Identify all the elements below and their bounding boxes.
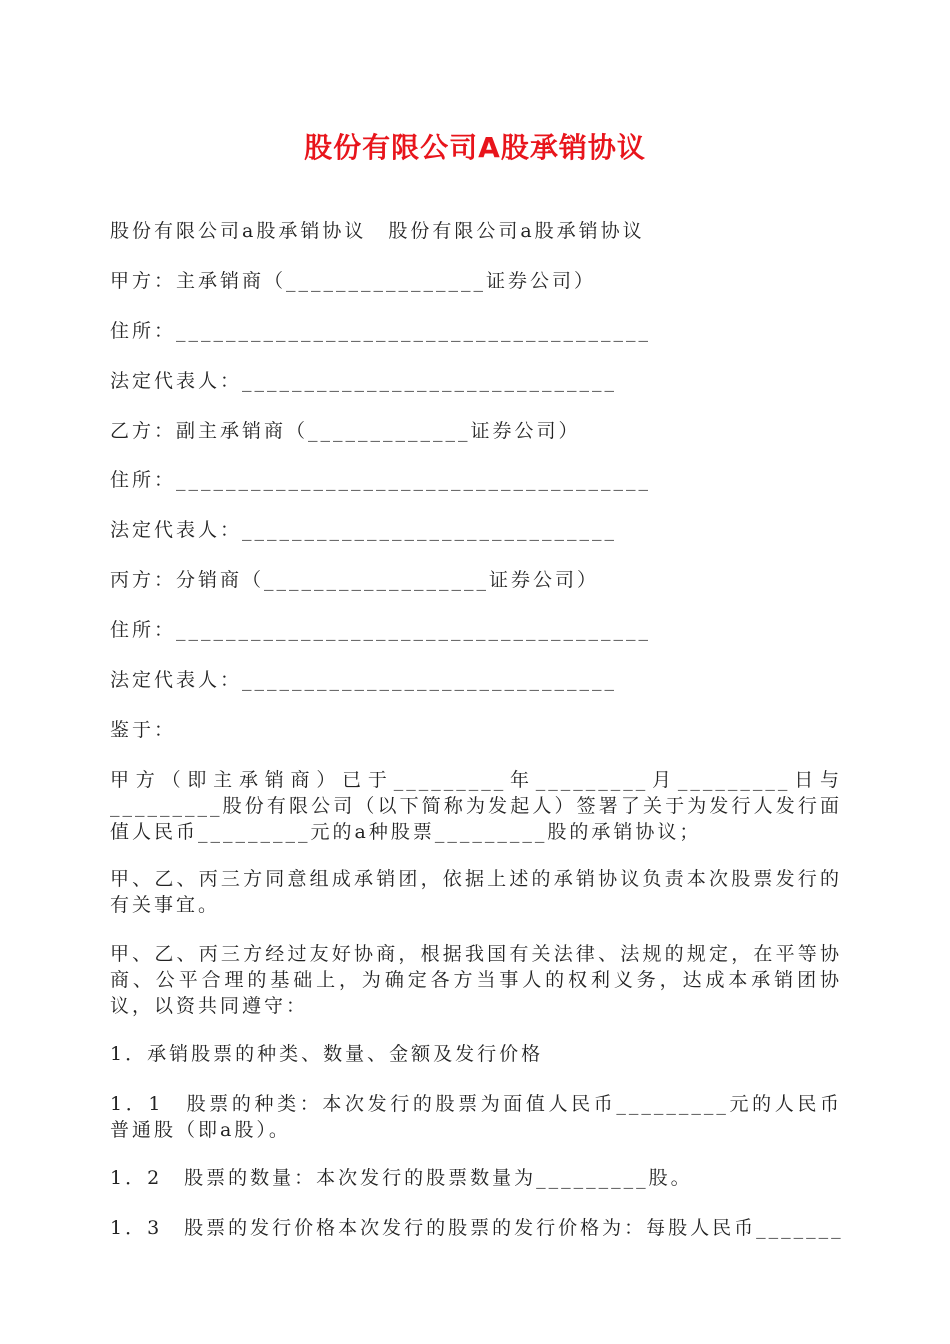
recital-paragraph-3: 甲、乙、丙三方经过友好协商，根据我国有关法律、法规的规定，在平等协商、公平合理的基础上，为确定各方当事人的权利义务，达成本承销团协议，以资共同遵守： [110, 943, 842, 1017]
whereas-heading: 鉴于： [110, 719, 177, 741]
document-title: 股份有限公司A股承销协议 [304, 131, 646, 164]
section-1-1: 1．1 股票的种类：本次发行的股票为面值人民币_________元的人民币普通股（即a股）。 [110, 1093, 842, 1141]
party-a-line: 甲方：主承销商（________________证券公司） [110, 270, 597, 292]
section-1-heading: 1．承销股票的种类、数量、金额及发行价格 [110, 1043, 544, 1065]
party-c-address: 住所：______________________________________ [110, 619, 652, 641]
recital-paragraph-1: 甲方（即主承销商）已于_________年_________月_________日与_________股份有限公司（以下简称为发起人）签署了关于为发行人发行面值人民币_________元的a种股票_________股的承销协议； [110, 769, 842, 843]
recital-paragraph-2: 甲、乙、丙三方同意组成承销团，依据上述的承销协议负责本次股票发行的有关事宜。 [110, 868, 842, 916]
party-c-line: 丙方：分销商（__________________证券公司） [110, 569, 600, 591]
subtitle-line: 股份有限公司a股承销协议 股份有限公司a股承销协议 [110, 220, 645, 242]
section-1-2: 1．2 股票的数量：本次发行的股票数量为_________股。 [110, 1167, 693, 1189]
party-b-representative: 法定代表人：______________________________ [110, 519, 618, 541]
party-b-line: 乙方：副主承销商（_____________证券公司） [110, 420, 581, 442]
section-1-3: 1．3 股票的发行价格本次发行的股票的发行价格为：每股人民币_______ [110, 1217, 844, 1239]
party-a-representative: 法定代表人：______________________________ [110, 370, 618, 392]
party-a-address: 住所：______________________________________ [110, 320, 652, 342]
party-c-representative: 法定代表人：______________________________ [110, 669, 618, 691]
party-b-address: 住所：______________________________________ [110, 469, 652, 491]
